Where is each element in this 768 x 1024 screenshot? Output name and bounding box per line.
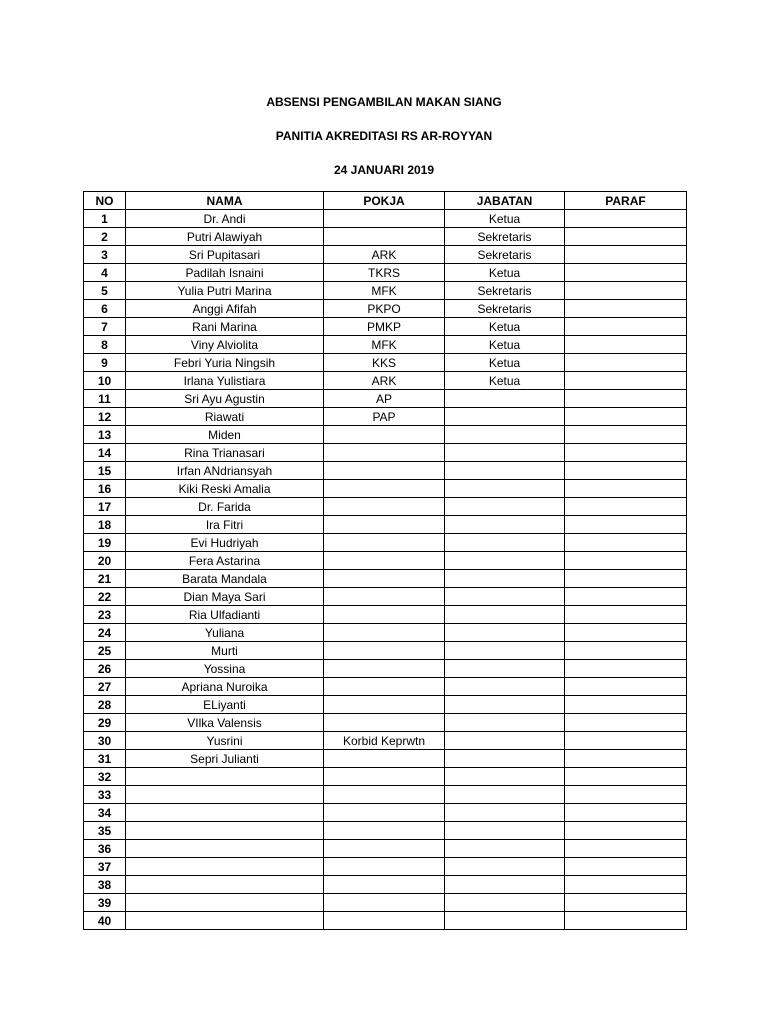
header-no: NO [84,192,126,210]
cell-paraf [565,426,687,444]
cell-jabatan: Ketua [445,264,565,282]
cell-paraf [565,390,687,408]
cell-jabatan: Sekretaris [445,282,565,300]
cell-nama: Yulia Putri Marina [126,282,324,300]
cell-paraf [565,804,687,822]
cell-nama [126,840,324,858]
cell-nama [126,912,324,930]
table-row [84,912,687,930]
cell-nama: Padilah Isnaini [126,264,324,282]
cell-no: 10 [84,372,126,390]
cell-nama: Yossina [126,660,324,678]
cell-pokja: AP [324,390,445,408]
cell-nama: Sepri Julianti [126,750,324,768]
cell-pokja [324,534,445,552]
cell-nama: Sri Pupitasari [126,246,324,264]
cell-pokja [324,876,445,894]
cell-jabatan [445,516,565,534]
cell-jabatan [445,768,565,786]
cell-pokja [324,570,445,588]
cell-paraf [565,282,687,300]
cell-nama: Ira Fitri [126,516,324,534]
cell-no: 31 [84,750,126,768]
table-row [84,732,687,750]
cell-jabatan [445,804,565,822]
table-row [84,516,687,534]
cell-pokja [324,498,445,516]
table-row [84,786,687,804]
cell-no: 22 [84,588,126,606]
header-nama: NAMA [126,192,324,210]
cell-no: 19 [84,534,126,552]
cell-jabatan [445,570,565,588]
cell-no: 34 [84,804,126,822]
cell-nama: Dian Maya Sari [126,588,324,606]
cell-paraf [565,840,687,858]
table-row [84,300,687,318]
cell-pokja [324,750,445,768]
cell-no: 35 [84,822,126,840]
cell-paraf [565,264,687,282]
cell-pokja [324,696,445,714]
cell-nama: Ria Ulfadianti [126,606,324,624]
cell-pokja: MFK [324,282,445,300]
cell-nama: Murti [126,642,324,660]
cell-paraf [565,354,687,372]
cell-pokja [324,840,445,858]
table-row [84,642,687,660]
cell-paraf [565,498,687,516]
table-row [84,498,687,516]
cell-nama: Yuliana [126,624,324,642]
cell-nama: Kiki Reski Amalia [126,480,324,498]
cell-nama: Dr. Farida [126,498,324,516]
cell-pokja [324,624,445,642]
cell-paraf [565,876,687,894]
cell-no: 16 [84,480,126,498]
cell-pokja: PAP [324,408,445,426]
cell-jabatan [445,876,565,894]
cell-nama [126,768,324,786]
cell-jabatan [445,606,565,624]
cell-paraf [565,894,687,912]
cell-pokja: KKS [324,354,445,372]
table-row [84,210,687,228]
table-row [84,390,687,408]
cell-pokja [324,660,445,678]
cell-jabatan [445,750,565,768]
cell-pokja [324,768,445,786]
header-paraf: PARAF [565,192,687,210]
cell-pokja: MFK [324,336,445,354]
cell-paraf [565,246,687,264]
header-pokja: POKJA [324,192,445,210]
cell-nama [126,876,324,894]
cell-jabatan: Ketua [445,210,565,228]
cell-no: 26 [84,660,126,678]
cell-jabatan [445,480,565,498]
cell-nama: Rina Trianasari [126,444,324,462]
cell-no: 37 [84,858,126,876]
cell-nama: Putri Alawiyah [126,228,324,246]
cell-jabatan [445,642,565,660]
cell-pokja: PKPO [324,300,445,318]
cell-jabatan [445,894,565,912]
cell-no: 17 [84,498,126,516]
cell-jabatan [445,858,565,876]
table-row [84,372,687,390]
cell-no: 27 [84,678,126,696]
cell-paraf [565,372,687,390]
cell-paraf [565,516,687,534]
table-row [84,678,687,696]
table-row [84,840,687,858]
cell-no: 21 [84,570,126,588]
cell-no: 12 [84,408,126,426]
cell-paraf [565,570,687,588]
cell-nama [126,858,324,876]
cell-jabatan: Sekretaris [445,228,565,246]
table-row [84,462,687,480]
table-row [84,480,687,498]
cell-nama: Dr. Andi [126,210,324,228]
table-row [84,804,687,822]
cell-no: 4 [84,264,126,282]
table-body [84,210,687,930]
cell-nama: VIlka Valensis [126,714,324,732]
header-jabatan: JABATAN [445,192,565,210]
cell-jabatan [445,462,565,480]
cell-jabatan [445,912,565,930]
cell-no: 8 [84,336,126,354]
table-row [84,318,687,336]
cell-nama: Evi Hudriyah [126,534,324,552]
cell-no: 15 [84,462,126,480]
cell-nama: Sri Ayu Agustin [126,390,324,408]
table-row [84,444,687,462]
cell-nama [126,786,324,804]
cell-no: 3 [84,246,126,264]
cell-pokja [324,822,445,840]
cell-paraf [565,534,687,552]
cell-no: 1 [84,210,126,228]
table-row [84,408,687,426]
cell-pokja [324,642,445,660]
cell-paraf [565,408,687,426]
cell-pokja [324,444,445,462]
cell-no: 7 [84,318,126,336]
cell-paraf [565,606,687,624]
cell-no: 6 [84,300,126,318]
cell-pokja [324,678,445,696]
cell-nama: Barata Mandala [126,570,324,588]
cell-paraf [565,678,687,696]
cell-paraf [565,480,687,498]
cell-paraf [565,858,687,876]
table-row [84,354,687,372]
cell-paraf [565,552,687,570]
cell-paraf [565,444,687,462]
table-row [84,426,687,444]
cell-jabatan: Ketua [445,336,565,354]
cell-no: 11 [84,390,126,408]
table-row [84,822,687,840]
cell-pokja [324,912,445,930]
cell-paraf [565,624,687,642]
cell-paraf [565,228,687,246]
cell-no: 20 [84,552,126,570]
cell-pokja [324,606,445,624]
cell-jabatan: Sekretaris [445,300,565,318]
attendance-table [83,191,687,930]
cell-no: 33 [84,786,126,804]
cell-pokja [324,462,445,480]
cell-nama [126,894,324,912]
cell-pokja [324,480,445,498]
cell-jabatan [445,786,565,804]
cell-pokja [324,228,445,246]
document-date: 24 JANUARI 2019 [333,163,435,177]
cell-nama [126,804,324,822]
cell-no: 14 [84,444,126,462]
cell-pokja: PMKP [324,318,445,336]
cell-paraf [565,714,687,732]
cell-jabatan [445,840,565,858]
cell-nama: Viny Alviolita [126,336,324,354]
cell-no: 40 [84,912,126,930]
cell-pokja: ARK [324,372,445,390]
cell-no: 13 [84,426,126,444]
cell-paraf [565,336,687,354]
cell-paraf [565,300,687,318]
table-row [84,534,687,552]
cell-no: 39 [84,894,126,912]
cell-jabatan [445,444,565,462]
cell-no: 38 [84,876,126,894]
cell-paraf [565,750,687,768]
table-row [84,858,687,876]
cell-no: 28 [84,696,126,714]
cell-jabatan [445,426,565,444]
table-row [84,282,687,300]
cell-pokja [324,516,445,534]
cell-jabatan: Ketua [445,372,565,390]
cell-pokja [324,426,445,444]
cell-no: 9 [84,354,126,372]
cell-pokja [324,804,445,822]
table-row [84,624,687,642]
table-row [84,660,687,678]
cell-no: 18 [84,516,126,534]
cell-nama: Miden [126,426,324,444]
cell-nama: Anggi Afifah [126,300,324,318]
table-row [84,696,687,714]
cell-paraf [565,210,687,228]
cell-paraf [565,696,687,714]
table-row [84,894,687,912]
cell-no: 29 [84,714,126,732]
table-row [84,750,687,768]
cell-nama: Fera Astarina [126,552,324,570]
cell-paraf [565,786,687,804]
cell-pokja: ARK [324,246,445,264]
table-row [84,606,687,624]
cell-pokja: Korbid Keprwtn [324,732,445,750]
cell-paraf [565,768,687,786]
cell-jabatan [445,552,565,570]
cell-paraf [565,642,687,660]
table-row [84,264,687,282]
cell-jabatan: Ketua [445,354,565,372]
cell-jabatan [445,498,565,516]
document-subtitle: PANITIA AKREDITASI RS AR-ROYYAN [275,129,493,143]
table-row [84,570,687,588]
table-row [84,246,687,264]
cell-jabatan [445,678,565,696]
cell-jabatan [445,696,565,714]
table-row [84,228,687,246]
cell-nama: ELiyanti [126,696,324,714]
cell-nama: Riawati [126,408,324,426]
cell-paraf [565,588,687,606]
cell-jabatan [445,822,565,840]
cell-nama [126,822,324,840]
cell-paraf [565,318,687,336]
cell-pokja [324,210,445,228]
table-row [84,552,687,570]
cell-no: 2 [84,228,126,246]
cell-nama: Yusrini [126,732,324,750]
cell-pokja [324,894,445,912]
cell-no: 30 [84,732,126,750]
cell-paraf [565,822,687,840]
cell-jabatan [445,660,565,678]
cell-no: 25 [84,642,126,660]
cell-no: 23 [84,606,126,624]
cell-no: 32 [84,768,126,786]
cell-paraf [565,732,687,750]
table-row [84,336,687,354]
cell-pokja [324,552,445,570]
cell-nama: Febri Yuria Ningsih [126,354,324,372]
cell-pokja [324,858,445,876]
cell-jabatan: Ketua [445,318,565,336]
cell-pokja [324,786,445,804]
table-row [84,768,687,786]
cell-jabatan [445,714,565,732]
cell-pokja [324,714,445,732]
table-row [84,876,687,894]
cell-paraf [565,912,687,930]
table-row [84,588,687,606]
cell-no: 5 [84,282,126,300]
cell-paraf [565,660,687,678]
cell-no: 36 [84,840,126,858]
cell-nama: Rani Marina [126,318,324,336]
cell-jabatan: Sekretaris [445,246,565,264]
cell-pokja [324,588,445,606]
cell-jabatan [445,534,565,552]
cell-pokja: TKRS [324,264,445,282]
cell-jabatan [445,732,565,750]
cell-jabatan [445,390,565,408]
cell-no: 24 [84,624,126,642]
cell-paraf [565,462,687,480]
document-title: ABSENSI PENGAMBILAN MAKAN SIANG [266,95,502,109]
cell-jabatan [445,408,565,426]
table-header-row [84,192,687,210]
cell-nama: Irlana Yulistiara [126,372,324,390]
cell-jabatan [445,588,565,606]
cell-nama: Apriana Nuroika [126,678,324,696]
cell-nama: Irfan ANdriansyah [126,462,324,480]
table-row [84,714,687,732]
cell-jabatan [445,624,565,642]
